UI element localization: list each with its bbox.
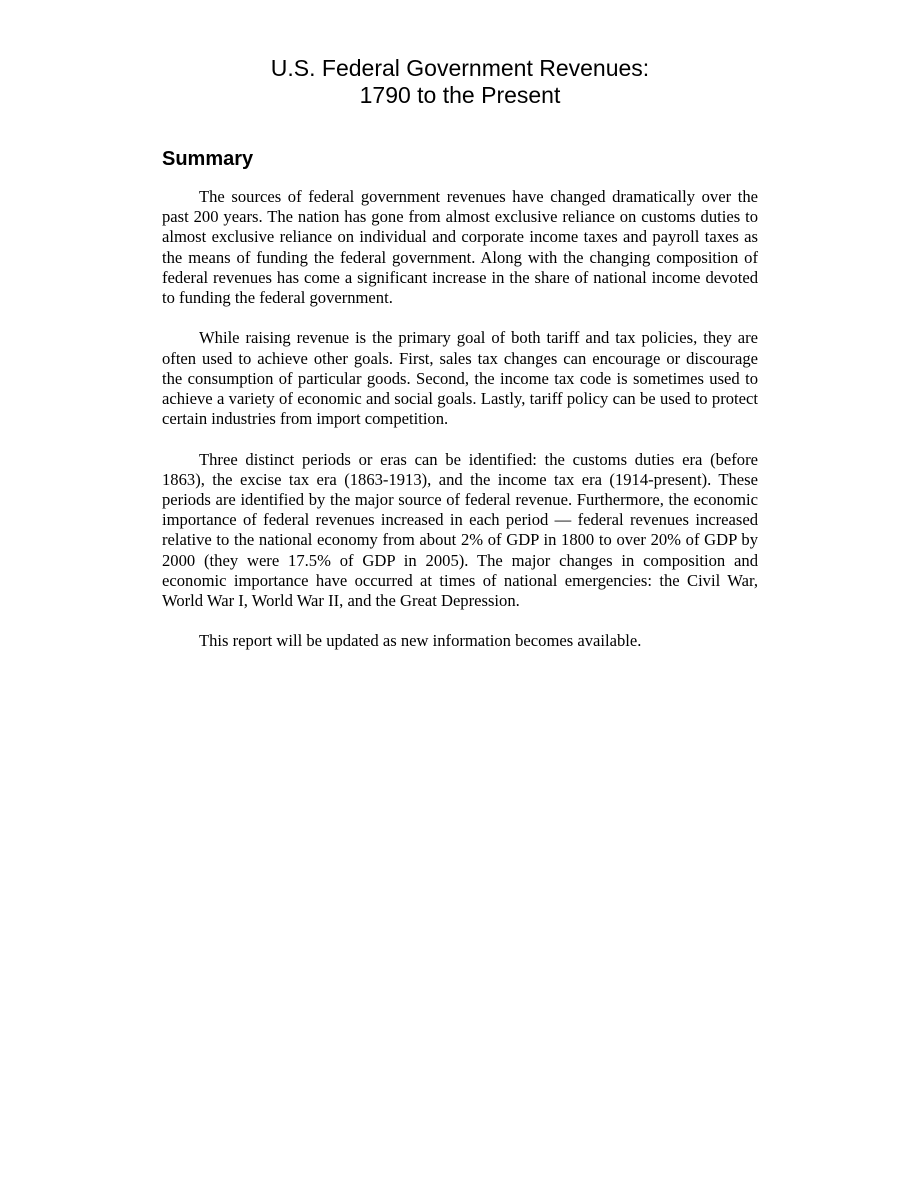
summary-heading: Summary bbox=[162, 148, 254, 170]
document-title bbox=[162, 55, 758, 109]
document-title-line-1: U.S. Federal Government Revenues: bbox=[270, 55, 650, 81]
summary-paragraph-1: The sources of federal government revenues have changed dramatically over the past 200 years. The nation has gone from almost exclusive reliance on customs duties to almost exclusive reliance on individual and corporate income taxes and payroll taxes as the means of funding the federal government. Along with the changing composition of federal revenues has come a significant increase in the share of national income devoted to funding the federal government. bbox=[162, 187, 758, 308]
summary-paragraph-4: This report will be updated as new information becomes available. bbox=[199, 631, 642, 651]
summary-paragraph-3: Three distinct periods or eras can be identified: the customs duties era (before 1863), the excise tax era (1863-1913), and the income tax era (1914-present). These periods are identified by the major source of federal revenue. Furthermore, the economic importance of federal revenues increased in each period — federal revenues increased relative to the national economy from about 2% of GDP in 1800 to over 20% of GDP by 2000 (they were 17.5% of GDP in 2005). The major changes in composition and economic importance have occurred at times of national emergencies: the Civil War, World War I, World War II, and the Great Depression. bbox=[162, 449, 758, 611]
document-title-line-2: 1790 to the Present bbox=[359, 82, 561, 108]
document-page bbox=[162, 55, 758, 672]
summary-body bbox=[162, 187, 758, 652]
summary-paragraph-2: While raising revenue is the primary goal of both tariff and tax policies, they are often used to achieve other goals. First, sales tax changes can encourage or discourage the consumption of particular goods. Second, the income tax code is sometimes used to achieve a variety of economic and social goals. Lastly, tariff policy can be used to protect certain industries from import competition. bbox=[162, 328, 758, 429]
